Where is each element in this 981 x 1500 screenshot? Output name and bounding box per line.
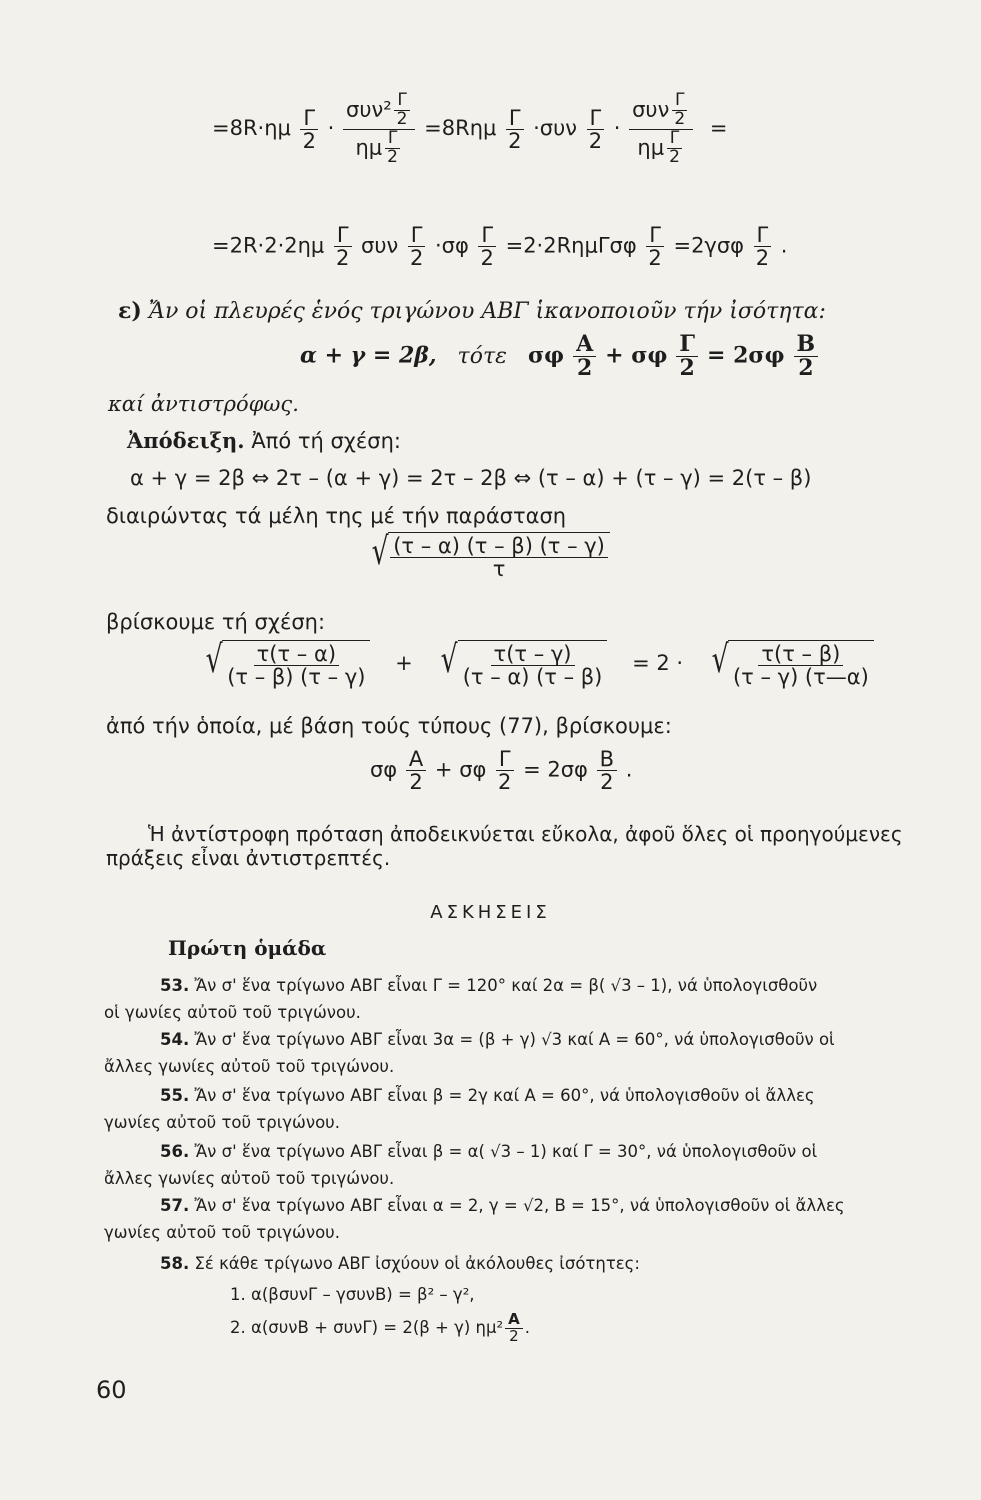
expr-lead: =8R·ημ <box>212 116 291 141</box>
converse-line-1: Ἡ ἀντίστροφη πρόταση ἀποδεικνύεται εὔκολα, ἀφοῦ ὅλες οἱ προηγούμενες <box>148 822 903 846</box>
proof-from: ἀπό τήν ὁποία, μέ βάση τούς τύπους (77), βρίσκουμε: <box>106 714 672 738</box>
frac-g-2: $\frac{\Gamma}{2}$ <box>645 224 664 269</box>
exercise-58-item-1: 1. α(βσυνΓ – γσυνΒ) = β² – γ², <box>230 1285 475 1304</box>
proposition-conversely: καί ἀντιστρόφως. <box>108 392 299 416</box>
frac-g-2: $\frac{\Gamma}{2}$ <box>478 224 497 269</box>
derivation-line-1: =8R·ημ $\frac{\Gamma}{2}$ · συν² $\frac{\Gamma}{2}$ ημ $\frac{\Gamma}{2}$ =8Rημ $\frac{\Gamma}{2}$ ·συν $\frac{\Gamma}{2}$ · συν $\frac{\Gamma}{2}$ ημ $\frac{\Gamma}{2}$ = <box>212 90 728 167</box>
exercise-58-item-2: 2. α(συνΒ + συνΓ) = 2(β + γ) ημ² $\frac{A}{2}$ . <box>230 1310 530 1345</box>
proposition-statement: ε) Ἄν οἱ πλευρές ἑνός τριγώνου ΑΒΓ ἱκανοποιοῦν τήν ἰσότητα: <box>118 298 826 324</box>
frac-g-2: $\frac{\Gamma}{2}$ <box>586 107 605 152</box>
sqrt-2: √ $\frac{\tau(\tau - \gamma)}{(\tau - \alpha) (\tau - \beta)}$ <box>437 640 607 688</box>
exercise-58: 58. Σέ κάθε τρίγωνο ΑΒΓ ἰσχύουν οἱ ἀκόλουθες ἰσότητες: 1. α(βσυνΓ – γσυνΒ) = β² – γ², 2. α(συνΒ + συνΓ) = 2(β + γ) ημ² $\frac{A}{2}$ . <box>104 1250 960 1345</box>
sqrt-sign: √ $\frac{(\tau - \alpha) (\tau - \beta) (\tau - \gamma)}{\tau}$ <box>368 532 610 580</box>
frac-B-2: $\frac{B}{2}$ <box>794 333 819 380</box>
proof-intro: Ἀπόδειξη. Ἀπό τή σχέση: <box>127 428 401 453</box>
page-number: 60 <box>96 1376 127 1404</box>
frac-B-2: $\frac{B}{2}$ <box>597 748 617 793</box>
frac-g-2: $\frac{\Gamma}{2}$ <box>753 224 772 269</box>
frac-g-2: $\frac{\Gamma}{2}$ <box>407 224 426 269</box>
sqrt-3: √ $\frac{\tau(\tau - \beta)}{(\tau - \gamma) (\tau—\alpha)}$ <box>708 640 874 688</box>
proof-find: βρίσκουμε τή σχέση: <box>106 610 326 634</box>
frac-cos-over-sin: συν $\frac{\Gamma}{2}$ ημ $\frac{\Gamma}{2}$ <box>629 92 693 166</box>
proof-dividing: διαιρώντας τά μέλη της μέ τήν παράσταση <box>106 504 567 528</box>
exercise-54: 54. Ἄν σ' ἕνα τρίγωνο ΑΒΓ εἶναι 3α = (β + γ) √3 καί Α = 60°, νά ὑπολογισθοῦν οἱ ἄλλες γωνίες αὐτοῦ τοῦ τριγώνου. <box>104 1030 835 1076</box>
group-heading: Πρώτη ὁμάδα <box>168 936 327 960</box>
frac-g-2: $\frac{\Gamma}{2}$ <box>300 107 319 152</box>
exercise-56: 56. Ἄν σ' ἕνα τρίγωνο ΑΒΓ εἶναι β = α( √3 – 1) καί Γ = 30°, νά ὑπολογισθοῦν οἱ ἄλλες γωνίες αὐτοῦ τοῦ τριγώνου. <box>104 1142 818 1188</box>
frac-G-2: $\frac{\Gamma}{2}$ <box>495 748 514 793</box>
frac-A-2: $\frac{A}{2}$ <box>573 333 596 380</box>
proof-chain: α + γ = 2β ⇔ 2τ – (α + γ) = 2τ – 2β ⇔ (τ – α) + (τ – γ) = 2(τ – β) <box>130 466 812 490</box>
frac-G-2: $\frac{\Gamma}{2}$ <box>676 333 698 380</box>
exercise-57: 57. Ἄν σ' ἕνα τρίγωνο ΑΒΓ εἶναι α = 2, γ = √2, Β = 15°, νά ὑπολογισθοῦν οἱ ἄλλες γωνίες αὐτοῦ τοῦ τριγώνου. <box>104 1196 845 1242</box>
exercise-55: 55. Ἄν σ' ἕνα τρίγωνο ΑΒΓ εἶναι β = 2γ καί Α = 60°, νά ὑπολογισθοῦν οἱ ἄλλες γωνίες αὐτοῦ τοῦ τριγώνου. <box>104 1086 815 1132</box>
frac-g-2: $\frac{\Gamma}{2}$ <box>505 107 524 152</box>
exercises-heading: ΑΣΚΗΣΕΙΣ <box>430 902 551 923</box>
sqrt-1: √ $\frac{\tau(\tau - \alpha)}{(\tau - \beta) (\tau - \gamma)}$ <box>202 640 370 688</box>
frac-g-2: $\frac{\Gamma}{2}$ <box>333 224 352 269</box>
derivation-line-2: =2R·2·2ημ $\frac{\Gamma}{2}$ συν $\frac{\Gamma}{2}$ ·σφ $\frac{\Gamma}{2}$ =2·2RημΓσφ $\frac{\Gamma}{2}$ =2γσφ $\frac{\Gamma}{2}$ . <box>212 223 788 271</box>
proposition-equation: α + γ = 2β, τότε σφ $\frac{A}{2}$ + σφ $\frac{\Gamma}{2}$ = 2σφ $\frac{B}{2}$ <box>300 333 820 380</box>
frac-A-2: $\frac{A}{2}$ <box>406 748 426 793</box>
radical-expression <box>368 529 610 582</box>
converse-line-2: πράξεις εἶναι ἀντιστρεπτές. <box>106 846 391 870</box>
radicand-fraction: $\frac{(\tau - \alpha) (\tau - \beta) (\tau - \gamma)}{\tau}$ <box>390 535 608 580</box>
proof-result: σφ $\frac{A}{2}$ + σφ $\frac{\Gamma}{2}$ = 2σφ $\frac{B}{2}$ . <box>370 747 633 795</box>
frac-cos2-over-sin: συν² $\frac{\Gamma}{2}$ ημ $\frac{\Gamma}{2}$ <box>343 92 415 166</box>
exercise-53: 53. Ἄν σ' ἕνα τρίγωνο ΑΒΓ εἶναι Γ = 120° καί 2α = β( √3 – 1), νά ὑπολογισθοῦν οἱ γωνίες αὐτοῦ τοῦ τριγώνου. <box>104 976 818 1022</box>
radical-relation: √ $\frac{\tau(\tau - \alpha)}{(\tau - \beta) (\tau - \gamma)}$ + √ $\frac{\tau(\tau - \gamma)}{(\tau - \alpha) (\tau - \beta)}$ = 2 · √ $\frac{\tau(\tau - \beta)}{(\tau - \gamma) (\tau—\alpha)}$ <box>202 640 874 688</box>
